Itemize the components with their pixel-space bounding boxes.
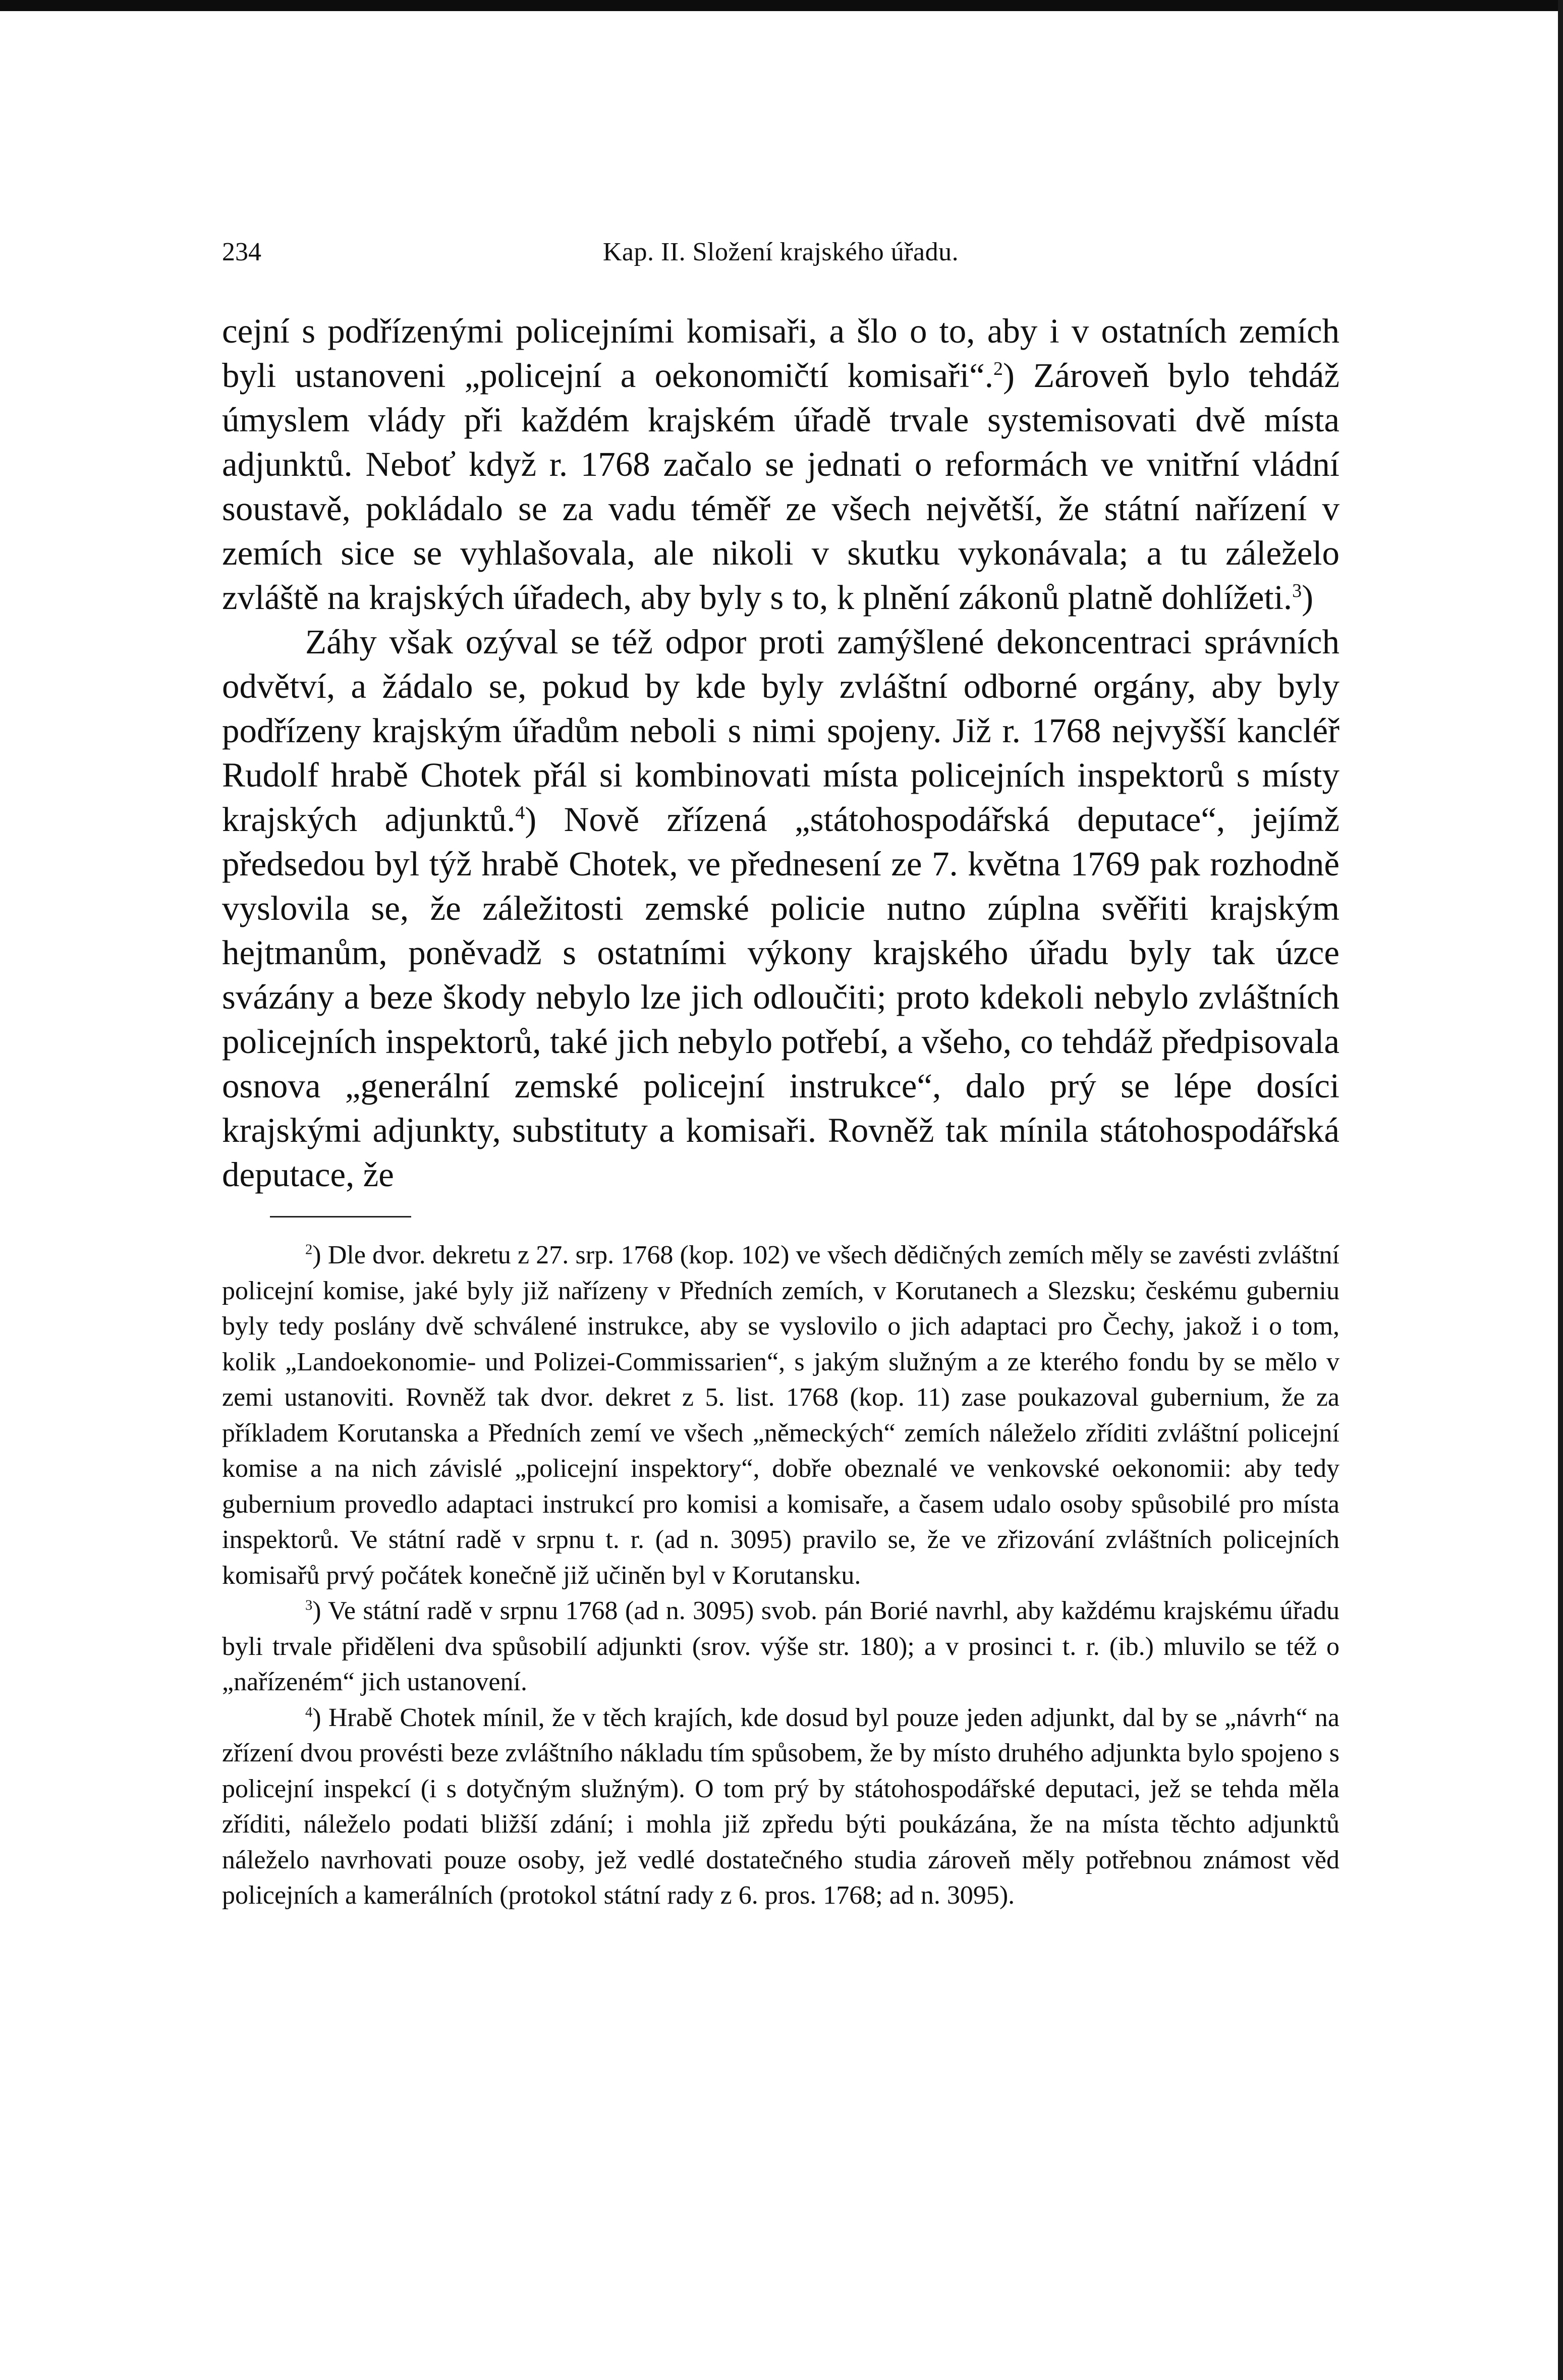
footnote-ref-3: 3 — [1292, 580, 1302, 601]
paragraph-1: cejní s podřízenými policejními komisaři, a šlo o to, aby i v ostatních zemích byli ustanoveni „policejní a oekonomičtí komisaři“.$^2$) Zároveň bylo tehdáž úmyslem vlády při každém krajském úřadě trvale systemisovati dvě místa adjunktů. Neboť když r. 1768 začalo se jednati o reformách ve vnitřní vládní soustavě, pokládalo se za vadu téměř ze všech největší, že státní nařízení v zemích sice se vyhlašovala, ale nikoli v skutku vykonávala; a tu záleželo zvláště na krajských úřadech, aby byly s to, k plnění zákonů platně dohlížeti.$^3$) — [222, 312, 1339, 617]
footnote-2 — [222, 1238, 1339, 1593]
running-title: Kap. II. Složení krajského úřadu. — [602, 238, 959, 266]
footnote-2-text: ) Dle dvor. dekretu z 27. srp. 1768 (kop. 102) ve všech dědičných zemích měly se zavésti zvláštní policejní komise, jaké byly již nařízeny v Předních zemích, v Korutanech a Slezsku; českému guberniu byly tedy poslány dvě schválené instrukce, aby se vyslovilo o jich adaptaci pro Čechy, jakož i o tom, kolik „Landoekonomie- und Polizei-Commissarien“, s jakým služným a ze kterého fondu by se mělo v zemi ustanoviti. Rovněž tak dvor. dekret z 5. list. 1768 (kop. 11) zase poukazoval gubernium, že za příkladem Korutanska a Předních zemí ve všech „německých“ zemích náleželo zříditi zvláštní policejní komise a na nich závislé „policejní inspektory“, dobře obeznalé ve venkovské oekonomii: aby tedy gubernium provedlo adaptaci instrukcí pro komisi a komisaře, a časem udalo osoby spůsobilé pro místa inspektorů. Ve státní radě v srpnu t. r. (ad n. 3095) pravilo se, že ve zřizování zvláštních policejních komisařů prvý počátek konečně již učiněn byl v Korutansku. — [222, 1241, 1339, 1590]
footnote-4 — [222, 1700, 1339, 1914]
footnote-ref-4: 4 — [515, 802, 525, 823]
footnote-mark-3: 3 — [305, 1597, 313, 1614]
paragraph-2-text-b: Nově zřízená „státohospodářská deputace“, jejímž předsedou byl týž hrabě Chotek, ve přednesení ze 7. května 1769 pak rozhodně vyslovila se, že záležitosti zemské policie nutno zúplna svěřiti krajským hejtmanům, poněvadž s ostatními výkony krajského úřadu byly tak úzce svázány a beze škody nebylo lze jich odloučiti; proto kdekoli nebylo zvláštních policejních inspektorů, také jich nebylo potřebí, a všeho, co tehdáž předpisovala osnova „generální zemské policejní instrukce“, dalo prý se lépe dosíci krajskými adjunkty, substituty a komisaři. Rovněž tak mínila státohospodářská deputace, že — [222, 800, 1340, 1194]
footnote-mark-4: 4 — [305, 1704, 313, 1721]
paragraph-1-text-b: Zároveň bylo tehdáž úmyslem vlády při každém krajském úřadě trvale systemisovati dvě místa adjunktů. Neboť když r. 1768 začalo se jednati o reformách ve vnitřní vládní soustavě, pokládalo se za vadu téměř ze všech největší, že státní nařízení v zemích sice se vyhlašovala, ale nikoli v skutku vykonávala; a tu záleželo zvláště na krajských úřadech, aby byly s to, k plnění zákonů platně dohlížeti. — [222, 356, 1339, 617]
main-text — [222, 309, 1339, 1197]
page-header — [222, 237, 1339, 278]
footnote-3 — [222, 1593, 1339, 1700]
footnote-divider — [270, 1216, 411, 1217]
footnotes — [222, 1238, 1339, 1914]
paragraph-1-text-a: cejní s podřízenými policejními komisaři, a šlo o to, aby i v ostatních zemích byli ustanoveni „policejní a oekonomičtí komisaři“. — [222, 312, 1339, 395]
scan-border-right — [1558, 0, 1563, 2380]
scan-border-top — [0, 0, 1563, 11]
footnote-4-text: ) Hrabě Chotek mínil, že v těch krajích, kde dosud byl pouze jeden adjunkt, dal by se „návrh“ na zřízení dvou provésti beze zvláštního nákladu tím spůsobem, že by místo druhého adjunkta bylo spojeno s policejní inspekcí (i s dotyčným služným). O tom prý by státohospodářské deputaci, jež se tehda měla zříditi, náleželo podati bližší zdání; i mohla již zpředu býti poukázána, že na místa těchto adjunktů náleželo navrhovati pouze osoby, jež vedlé dostatečného studia zároveň měly potřebnou známost věd policejních a kamerálních (protokol státní rady z 6. pros. 1768; ad n. 3095). — [222, 1703, 1339, 1910]
footnote-mark-2: 2 — [305, 1242, 313, 1258]
paragraph-2: Záhy však ozýval se též odpor proti zamýšlené dekoncentraci správních odvětví, a žádalo se, pokud by kde byly zvláštní odborné orgány, aby byly podřízeny krajským úřadům neboli s nimi spojeny. Již r. 1768 nejvyšší kancléř Rudolf hrabě Chotek přál si kombinovati místa policejních inspektorů s místy krajských adjunktů.$^4$) Nově zřízená „státohospodářská deputace“, jejímž předsedou byl týž hrabě Chotek, ve přednesení ze 7. května 1769 pak rozhodně vyslovila se, že záležitosti zemské policie nutno zúplna svěřiti krajským hejtmanům, poněvadž s ostatními výkony krajského úřadu byly tak úzce svázány a beze škody nebylo lze jich odloučiti; proto kdekoli nebylo zvláštních policejních inspektorů, také jich nebylo potřebí, a všeho, co tehdáž předpisovala osnova „generální zemské policejní instrukce“, dalo prý se lépe dosíci krajskými adjunkty, substituty a komisaři. Rovněž tak mínila státohospodářská deputace, že — [222, 623, 1340, 1194]
page-number: 234 — [222, 238, 261, 266]
footnote-ref-2: 2 — [993, 358, 1003, 379]
paragraph-2-text-a: Záhy však ozýval se též odpor proti zamýšlené dekoncentraci správních odvětví, a žádalo se, pokud by kde byly zvláštní odborné orgány, aby byly podřízeny krajským úřadům neboli s nimi spojeny. Již r. 1768 nejvyšší kancléř Rudolf hrabě Chotek přál si kombinovati místa policejních inspektorů s místy krajských adjunktů. — [222, 623, 1339, 839]
book-page — [222, 237, 1339, 1914]
footnote-3-text: ) Ve státní radě v srpnu 1768 (ad n. 3095) svob. pán Borié navrhl, aby každému krajskému úřadu byli trvale přiděleni dva spůsobilí adjunkti (srov. výše str. 180); a v prosinci t. r. (ib.) mluvilo se též o „nařízeném“ jich ustanovení. — [222, 1596, 1339, 1696]
